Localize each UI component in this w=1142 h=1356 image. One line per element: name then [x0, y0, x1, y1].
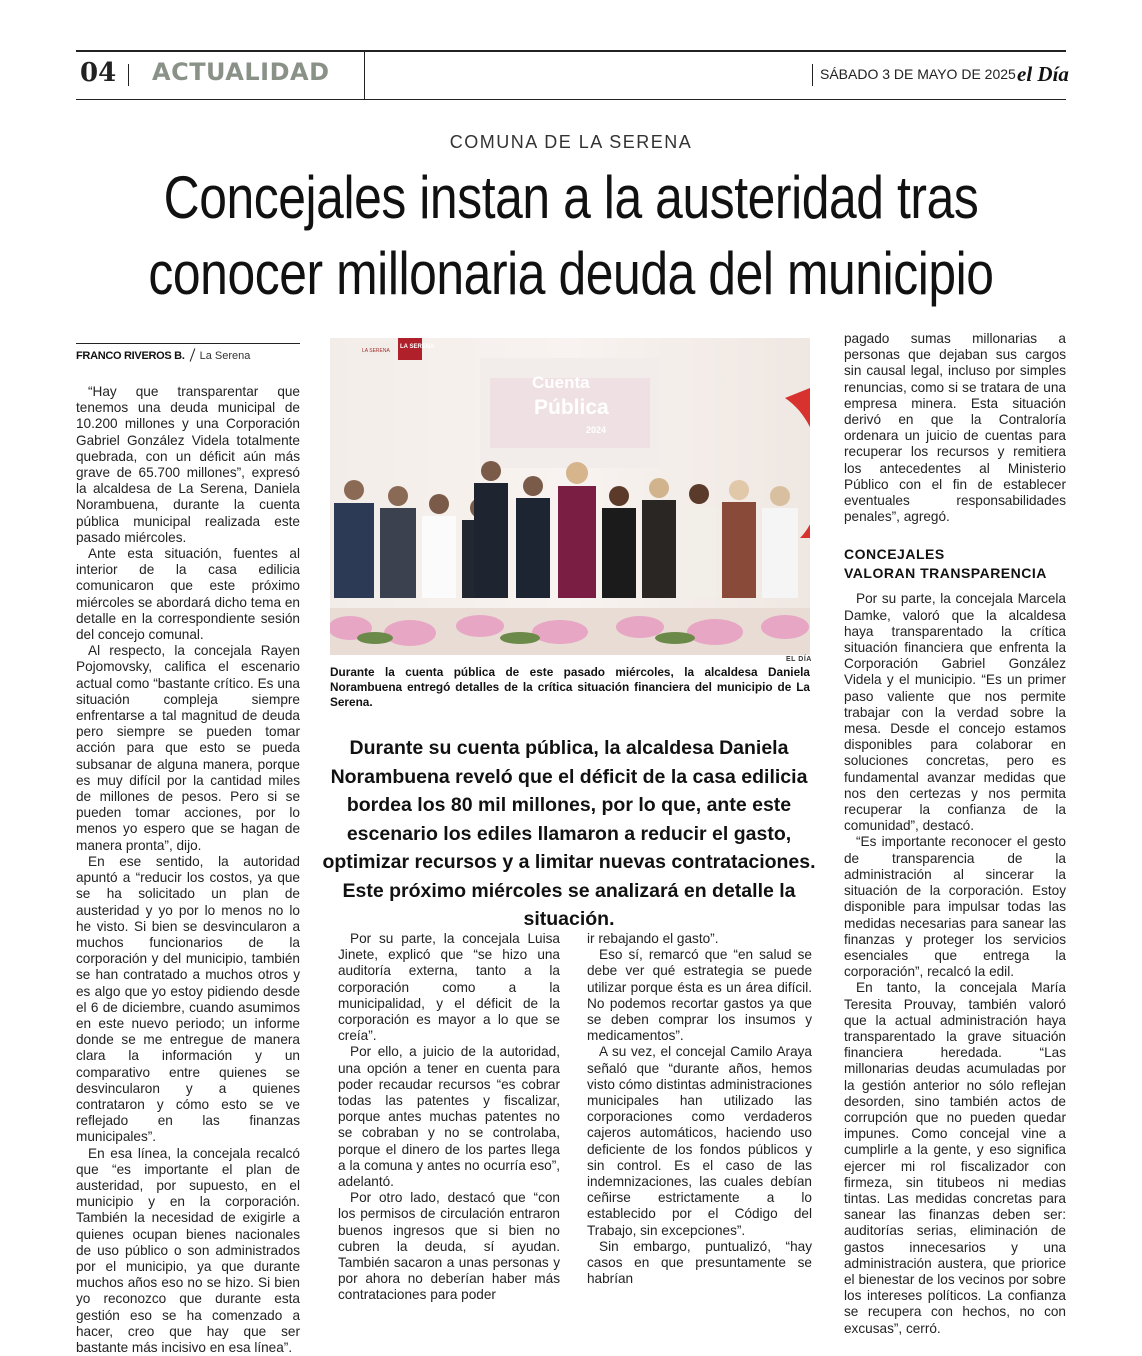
photo-credit: EL DÍA: [786, 656, 812, 663]
svg-text:LA SERENA: LA SERENA: [362, 348, 390, 354]
paragraph: En ese sentido, la autoridad apuntó a “reducir los costos, ya que se ha solicitado un plan de austeridad y yo por lo menos no lo he visto. Si bien se desvincularon a muchos funcionarios de la corporación y del municipio, también se han contratado a muchos otros y es algo que yo estoy pidiendo desde el 6 de diciembre, cuando asumimos en este nuevo periodo; un informe donde se me entregue de manera clara la información y un comparativo entre quienes se desvincularon y a quienes contrataron y cómo esto se ve reflejado en las finanzas municipales”.: [76, 853, 300, 1145]
subheading: [844, 545, 1066, 583]
byline-separator: [189, 348, 195, 361]
paragraph: En tanto, la concejala María Teresita Prouvay, también valoró que la actual administración haya transparentado la grave situación financiera heredada. “Las millonarias deudas acumuladas por la gestión anterior no sólo reflejan desorden, sino también actos de corrupción que no pueden quedar impunes. Como concejal vine a cumplirle a la gente, y eso significa ejercer mi rol fiscalizador con firmeza, sin titubeos ni medias tintas. Las medidas concretas para sanear las finanzas deben ser: auditorías serias, eliminación de gastos innecesarios y una administración austera, que priorice el bienestar de los vecinos por sobre los intereses políticos. La confianza se recupera con hechos, no con excusas”, cerró.: [844, 980, 1066, 1336]
paragraph: Eso sí, remarcó que “en salud se debe ver qué estrategia se puede utilizar porque ésta es un área difícil. No podemos recortar gastos ya que se deben comprar los insumos y medicamentos”.: [587, 947, 812, 1044]
article-column-4: [844, 331, 1066, 1337]
issue-date: SÁBADO 3 DE MAYO DE 2025: [820, 66, 1016, 82]
paragraph: pagado sumas millonarias a personas que dejaban sus cargos sin causal legal, incluso por simples renuncias, como si se tratara de una empresa minera. Esta situación derivó en que la Contraloría ordenara un juicio de cuentas para recuperar los recursos y remitiera los antecedentes al Ministerio Público con el fin de establecer eventuales responsabilidades penales”, agregó.: [844, 331, 1066, 525]
header-divider: [128, 64, 129, 86]
header-divider: [812, 64, 813, 86]
article-headline: [147, 160, 995, 312]
photo-caption: Durante la cuenta pública de este pasado miércoles, la alcaldesa Daniela Norambuena entregó detalles de la crítica situación financiera del municipio de La Serena.: [330, 665, 810, 709]
banner-text: LA SERENA: [400, 344, 435, 350]
paragraph: A su vez, el concejal Camilo Araya señaló que “durante años, hemos visto cómo distintas administraciones municipales han utilizado las corporaciones como verdaderos cajeros automáticos, haciendo uso deficiente de los fondos públicos y sin control. Es el caso de las indemnizaciones, las cuales debían ceñirse estrictamente a lo establecido por el Código del Trabajo, sin excepciones”.: [587, 1044, 812, 1238]
screen-text: 2024: [586, 425, 607, 435]
screen-text: Pública: [534, 396, 609, 419]
paragraph: “Es importante reconocer el gesto de transparencia de la administración al sincerar la situación de la corporación. Estoy disponible para impulsar todas las medidas necesarias para sanear las finanzas y proteger los servicios esenciales que entrega la corporación”, recalcó la edil.: [844, 834, 1066, 980]
paragraph: Por ello, a juicio de la autoridad, una opción a tener en cuenta para poder recaudar recursos “es cobrar todas las patentes y fiscalizar, porque antes muchas patentes no se cobraban y no se controlaba, porque el dinero de los partes llega a la comuna y antes no ocurría eso”, adelantó.: [338, 1044, 560, 1190]
author-name: FRANCO RIVEROS B.: [76, 350, 185, 362]
paragraph: Por otro lado, destacó que “con los permisos de circulación entraron buenos ingresos que si bien no cubren la deuda, sí ayudan. También sacaron a unas personas y por ahora no deberían haber más contrataciones para poder: [338, 1190, 560, 1303]
article-column-1: [76, 384, 300, 1356]
paragraph: Por su parte, la concejala Marcela Damke, valoró que la alcaldesa haya transparentado la crítica situación financiera que enfrenta la Corporación Gabriel González Videla y el municipio. “Es un primer paso valiente que nos permite trabajar con la verdad sobre la mesa. Desde el concejo estamos disponibles para colaborar en soluciones concretas, pero es fundamental avanzar medidas que nos den certezas y nos permita recuperar la confianza de la comunidad”, destacó.: [844, 591, 1066, 834]
header-divider: [364, 52, 365, 99]
paragraph: ir rebajando el gasto”.: [587, 931, 719, 946]
newspaper-logo: el Día: [1017, 62, 1069, 86]
screen-text: Cuenta: [532, 373, 590, 392]
header-rule-bottom: [76, 99, 1066, 100]
headline-line: conocer millonaria deuda del municipio: [148, 240, 994, 307]
section-label: ACTUALIDAD: [152, 58, 330, 86]
subheading-line: VALORAN TRANSPARENCIA: [844, 565, 1047, 582]
byline: [76, 343, 300, 364]
article-photo: [330, 338, 810, 655]
article-column-3: [587, 931, 812, 1287]
paragraph: Por su parte, la concejala Luisa Jinete, explicó que “se hizo una auditoría externa, tanto a la corporación como a la municipalidad, y el déficit de la corporación es mayor a lo que se creía”.: [338, 931, 560, 1044]
paragraph: Ante esta situación, fuentes al interior de la casa edilicia comunicaron que este próximo miércoles se abordará dicho tema en detalle en la correspondiente sesión del concejo comunal.: [76, 546, 300, 643]
article-kicker: COMUNA DE LA SERENA: [449, 132, 693, 152]
pull-quote: Durante su cuenta pública, la alcaldesa Daniela Norambuena reveló que el déficit de la casa edilicia bordea los 80 mil millones, por lo que, ante este escenario los ediles llamaron a reducir el gasto, optimizar recursos y a limitar nuevas contrataciones. Este próximo miércoles se analizará en detalle la situación.: [322, 737, 816, 930]
article-column-2: [338, 931, 560, 1304]
paragraph: En esa línea, la concejala recalcó que “es importante el plan de austeridad, por supuesto, en el municipio y en la corporación. También la necesidad de exigirle a quienes ocupan bienes nacionales de uso público o son administrados por el municipio, ya que durante muchos años eso no se hizo. Si bien yo reconozco que durante esta gestión eso se ha comenzado a hacer, creo que hay que ser bastante más incisivo en esa línea”.: [76, 1145, 300, 1355]
paragraph: Sin embargo, puntualizó, “hay casos en que presuntamente se habrían: [587, 1238, 812, 1287]
author-location: La Serena: [199, 350, 251, 362]
page-number: 04: [80, 58, 117, 88]
paragraph: “Hay que transparentar que tenemos una deuda municipal de 10.200 millones y una Corporación Gabriel González Videla totalmente quebrada, con un déficit aún más grave de 65.700 millones”, expresó la alcaldesa de La Serena, Daniela Norambuena, durante la cuenta pública municipal realizada este pasado miércoles.: [76, 384, 300, 545]
header-rule-top: [76, 50, 1066, 52]
paragraph: Al respecto, la concejala Rayen Pojomovsky, califica el escenario actual como “bastante crítico. Es una situación compleja siempre enfrentarse a tal magnitud de deuda pero siempre se pueden tomar acción para que esto se pueda subsanar de alguna manera, porque es muy difícil por la cantidad miles de millones de pesos. Pero si se pueden tomar acciones, por lo menos yo espero que se hagan de manera pronta”, dijo.: [76, 643, 300, 853]
headline-line: Concejales instan a la austeridad tras: [163, 164, 979, 231]
subheading-line: CONCEJALES: [844, 546, 945, 563]
